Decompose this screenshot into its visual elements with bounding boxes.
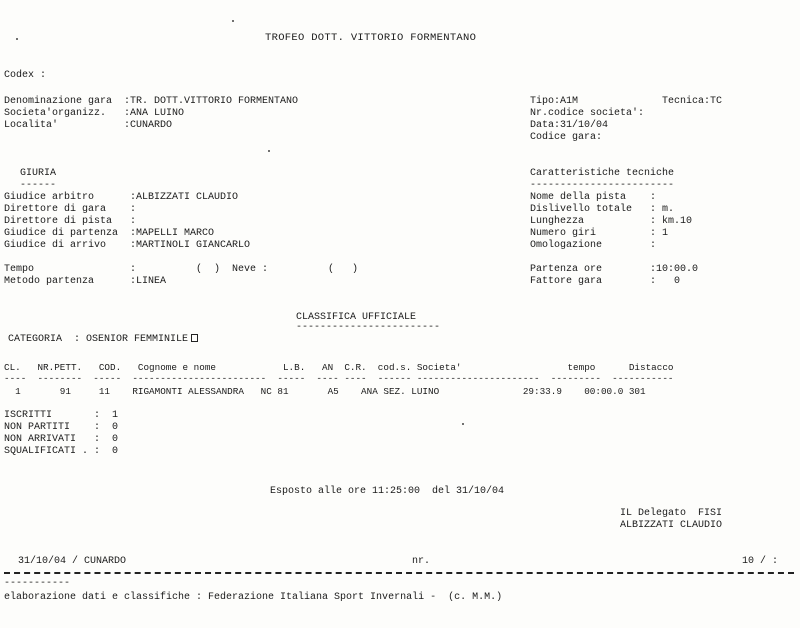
data-gara: Data:31/10/04 xyxy=(530,120,609,131)
footer-page: 10 / : xyxy=(742,556,779,567)
tecniche-heading: Caratteristiche tecniche xyxy=(530,168,675,179)
table-row: 1 91 11 RIGAMONTI ALESSANDRA NC 81 A5 ANA SEZ. LUINO 29:33.9 00:00.0 301 xyxy=(4,386,646,397)
giuria-row: Giudice arbitro :ALBIZZATI CLAUDIO xyxy=(4,192,239,203)
scan-speck xyxy=(232,20,234,22)
delegato-role: IL Delegato FISI xyxy=(620,508,723,519)
societa-organizzatrice: Societa'organizz. :ANA LUINO xyxy=(4,108,185,119)
checkbox-square-icon xyxy=(191,334,198,342)
nr-codice-societa: Nr.codice societa': xyxy=(530,108,645,119)
footer-rule xyxy=(4,572,794,574)
table-header-rule: ---- -------- ----- ------------------------ ----- ---- ---- ------ ---------------------- --------- ----------- xyxy=(4,373,674,384)
codice-gara: Codice gara: xyxy=(530,132,603,143)
localita: Localita' :CUNARDO xyxy=(4,120,173,131)
tecnica: Tecnica:TC xyxy=(662,96,723,107)
categoria xyxy=(8,334,198,346)
riepilogo-iscritti: ISCRITTI : 1 xyxy=(4,410,119,421)
tecniche-row: Nome della pista : xyxy=(530,192,657,203)
table-header: CL. NR.PETT. COD. Cognome e nome L.B. AN C.R. cod.s. Societa' tempo Distacco xyxy=(4,362,674,373)
riepilogo-squalificati: SQUALIFICATI . : 0 xyxy=(4,446,119,457)
footer-left: 31/10/04 / CUNARDO xyxy=(18,556,127,567)
tecniche-underline: ------------------------ xyxy=(530,180,675,191)
giuria-row: Direttore di gara : xyxy=(4,204,137,215)
classifica-underline: ------------------------ xyxy=(296,322,441,333)
scan-speck xyxy=(268,150,270,152)
denominazione-gara: Denominazione gara :TR. DOTT.VITTORIO FORMENTANO xyxy=(4,96,299,107)
tempo-neve: Tempo : ( ) Neve : ( ) xyxy=(4,264,359,275)
fattore-gara: Fattore gara : 0 xyxy=(530,276,681,287)
giuria-underline: ------ xyxy=(20,180,57,191)
classifica-heading: CLASSIFICA UFFICIALE xyxy=(296,312,417,323)
giuria-row: Direttore di pista : xyxy=(4,216,137,227)
riepilogo-non-arrivati: NON ARRIVATI : 0 xyxy=(4,434,119,445)
scan-speck xyxy=(16,38,18,40)
metodo-partenza: Metodo partenza :LINEA xyxy=(4,276,167,287)
giuria-row: Giudice di arrivo :MARTINOLI GIANCARLO xyxy=(4,240,251,251)
riepilogo-non-partiti: NON PARTITI : 0 xyxy=(4,422,119,433)
esposto-line: Esposto alle ore 11:25:00 del 31/10/04 xyxy=(270,486,505,497)
codex-label: Codex : xyxy=(4,70,47,81)
tecniche-row: Lunghezza : km.10 xyxy=(530,216,693,227)
tipo: Tipo:A1M xyxy=(530,96,579,107)
page-title: TROFEO DOTT. VITTORIO FORMENTANO xyxy=(265,32,477,44)
giuria-heading: GIURIA xyxy=(20,168,57,179)
partenza-ore: Partenza ore :10:00.0 xyxy=(530,264,699,275)
tecniche-row: Dislivello totale : m. xyxy=(530,204,675,215)
footer-credit: elaborazione dati e classifiche : Federazione Italiana Sport Invernali - (c. M.M.) xyxy=(4,592,503,603)
footer-middle: nr. xyxy=(412,556,431,567)
delegato-name: ALBIZZATI CLAUDIO xyxy=(620,520,723,531)
tecniche-row: Numero giri : 1 xyxy=(530,228,669,239)
tecniche-row: Omologazione : xyxy=(530,240,657,251)
scan-speck xyxy=(462,423,464,425)
giuria-row: Giudice di partenza :MAPELLI MARCO xyxy=(4,228,215,239)
categoria-label: CATEGORIA : OSENIOR FEMMINILE xyxy=(8,334,189,345)
footer-dash-short: ----------- xyxy=(4,578,71,589)
